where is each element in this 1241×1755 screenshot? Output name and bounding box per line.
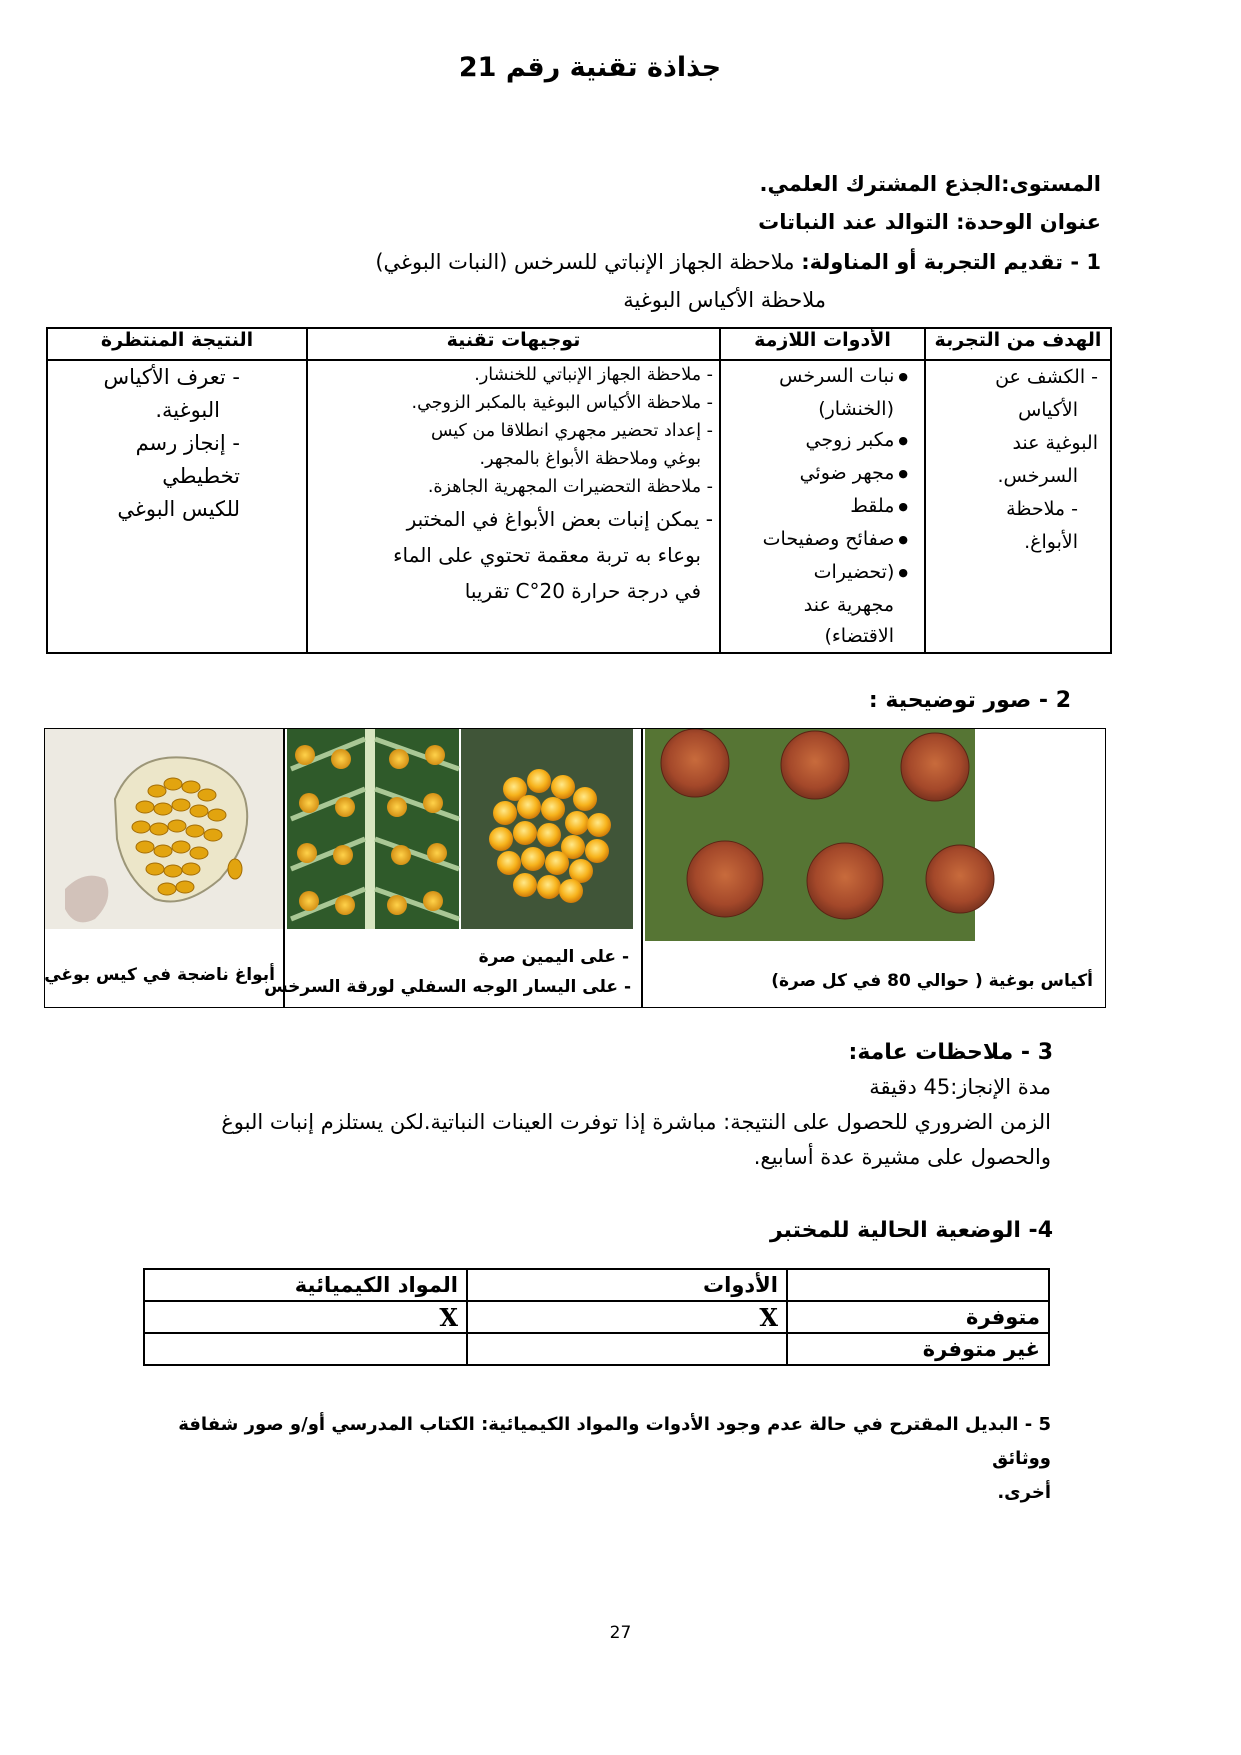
header-directions: توجيهات تقنية — [307, 328, 720, 360]
duration-line: مدة الإنجاز:45 دقيقة — [869, 1075, 1051, 1099]
section5-text — [131, 1408, 1051, 1510]
level-line: المستوى:الجذع المشترك العلمي. — [759, 172, 1101, 196]
tool-item: (الخنشار) — [818, 398, 894, 420]
tool-item: ● مجهر ضوئي — [727, 458, 908, 491]
goal-line: - ملاحظة — [1006, 498, 1078, 520]
goal-line: الأبواغ. — [1024, 531, 1078, 553]
experiment-table — [46, 327, 1112, 654]
tool-item: الاقتضاء) — [824, 625, 894, 647]
caption-sori: أكياس بوغية ( حوالي 80 في كل صرة) — [771, 971, 1093, 991]
goal-line: - الكشف عن — [995, 366, 1098, 388]
direction-line: بوغي وملاحظة الأبواغ بالمجهر. — [479, 449, 701, 469]
direction-line: في درجة حرارة 20°C تقريبا — [464, 579, 701, 603]
header-goal: الهدف من التجربة — [925, 328, 1111, 360]
section4-heading: 4- الوضعية الحالية للمختبر — [769, 1218, 1053, 1243]
illustrations-frame — [44, 728, 1106, 1008]
page-title: جذاذة تقنية رقم 21 — [458, 52, 722, 83]
experiment-line — [375, 250, 1101, 274]
tools-list — [727, 361, 918, 652]
caption-spores: أبواغ ناضجة في كيس بوغي — [44, 965, 275, 985]
divider — [283, 729, 285, 1007]
chem-unavailable-cell — [144, 1333, 467, 1365]
section5-line-2: أخرى. — [997, 1482, 1051, 1503]
tool-item: مجهرية عند — [803, 594, 894, 616]
direction-line: - ملاحظة التحضيرات المجهرية الجاهزة. — [427, 477, 713, 497]
result-line: - تعرف الأكياس — [103, 365, 240, 389]
header-chemicals: المواد الكيميائية — [144, 1269, 467, 1301]
unit-label: عنوان الوحدة: — [956, 210, 1101, 234]
lab-status-table — [143, 1268, 1050, 1366]
caption-middle-1: - على اليمين صرة — [478, 947, 629, 967]
tool-item: ● (تحضيرات — [727, 557, 908, 590]
time-line-1: الزمن الضروري للحصول على النتيجة: مباشرة إذا توفرت العينات النباتية.لكن يستلزم إنبات البوغ — [221, 1110, 1051, 1134]
corner-cell — [787, 1269, 1049, 1301]
header-result: النتيجة المنتظرة — [47, 328, 307, 360]
table-row — [144, 1301, 1049, 1333]
tools-cell — [720, 360, 925, 653]
divider — [641, 729, 643, 1007]
table-row — [144, 1269, 1049, 1301]
goal-cell — [925, 360, 1111, 653]
page-number: 27 — [609, 1623, 632, 1643]
result-line: البوغية. — [155, 398, 220, 422]
leaf-underside-image — [287, 729, 459, 929]
table-header-row — [47, 328, 1111, 360]
section2-heading: 2 - صور توضيحية : — [868, 688, 1071, 713]
table-row — [144, 1333, 1049, 1365]
header-tools: الأدوات — [467, 1269, 787, 1301]
direction-line: بوعاء به تربة معقمة تحتوي على الماء — [393, 543, 701, 567]
result-line: - إنجاز رسم تخطيطي — [135, 431, 240, 488]
tools-available-mark: X — [467, 1301, 787, 1333]
experiment-label: 1 - تقديم التجربة أو المناولة: — [801, 250, 1101, 274]
direction-line: - ملاحظة الأكياس البوغية بالمكبر الزوجي. — [411, 393, 713, 413]
tool-item: ● ملقط — [727, 491, 908, 524]
header-tools: الأدوات اللازمة — [720, 328, 925, 360]
row-available-label: متوفرة — [787, 1301, 1049, 1333]
directions-cell — [307, 360, 720, 653]
direction-line: - يمكن إنبات بعض الأبواغ في المختبر — [406, 507, 713, 531]
result-line: للكيس البوغي — [117, 497, 240, 521]
goal-line: الأكياس — [1018, 399, 1078, 421]
time-line-2: والحصول على مشيرة عدة أسابيع. — [753, 1145, 1051, 1169]
section5-line-1: 5 - البديل المقترح في حالة عدم وجود الأدوات والمواد الكيميائية: الكتاب المدرسي أو/و صور شفافة ووثائق — [178, 1414, 1051, 1469]
sorus-closeup-image — [461, 729, 633, 929]
tool-item: ● مكبر زوجي — [727, 425, 908, 458]
sori-image — [645, 729, 994, 941]
tool-item: ● نبات السرخس — [727, 361, 908, 394]
caption-middle-2: - على اليسار الوجه السفلي لورقة السرخس — [264, 977, 631, 997]
tools-unavailable-cell — [467, 1333, 787, 1365]
unit-line — [758, 210, 1101, 234]
section3-heading: 3 - ملاحظات عامة: — [848, 1040, 1053, 1065]
direction-line: - إعداد تحضير مجهري انطلاقا من كيس — [430, 421, 713, 441]
chem-available-mark: X — [144, 1301, 467, 1333]
table-row — [47, 360, 1111, 653]
goal-line: السرخس. — [997, 465, 1078, 487]
unit-value: التوالد عند النباتات — [758, 210, 949, 234]
experiment-subtitle: ملاحظة الأكياس البوغية — [623, 288, 826, 312]
experiment-value: ملاحظة الجهاز الإنباتي للسرخس (النبات البوغي) — [375, 250, 795, 274]
tool-item: ● صفائح وصفيحات — [727, 524, 908, 557]
row-unavailable-label: غير متوفرة — [787, 1333, 1049, 1365]
direction-line: - ملاحظة الجهاز الإنباتي للخنشار. — [474, 365, 713, 385]
spores-in-sporangium-image — [45, 729, 283, 929]
goal-line: البوغية عند — [1012, 432, 1098, 454]
result-cell — [47, 360, 307, 653]
